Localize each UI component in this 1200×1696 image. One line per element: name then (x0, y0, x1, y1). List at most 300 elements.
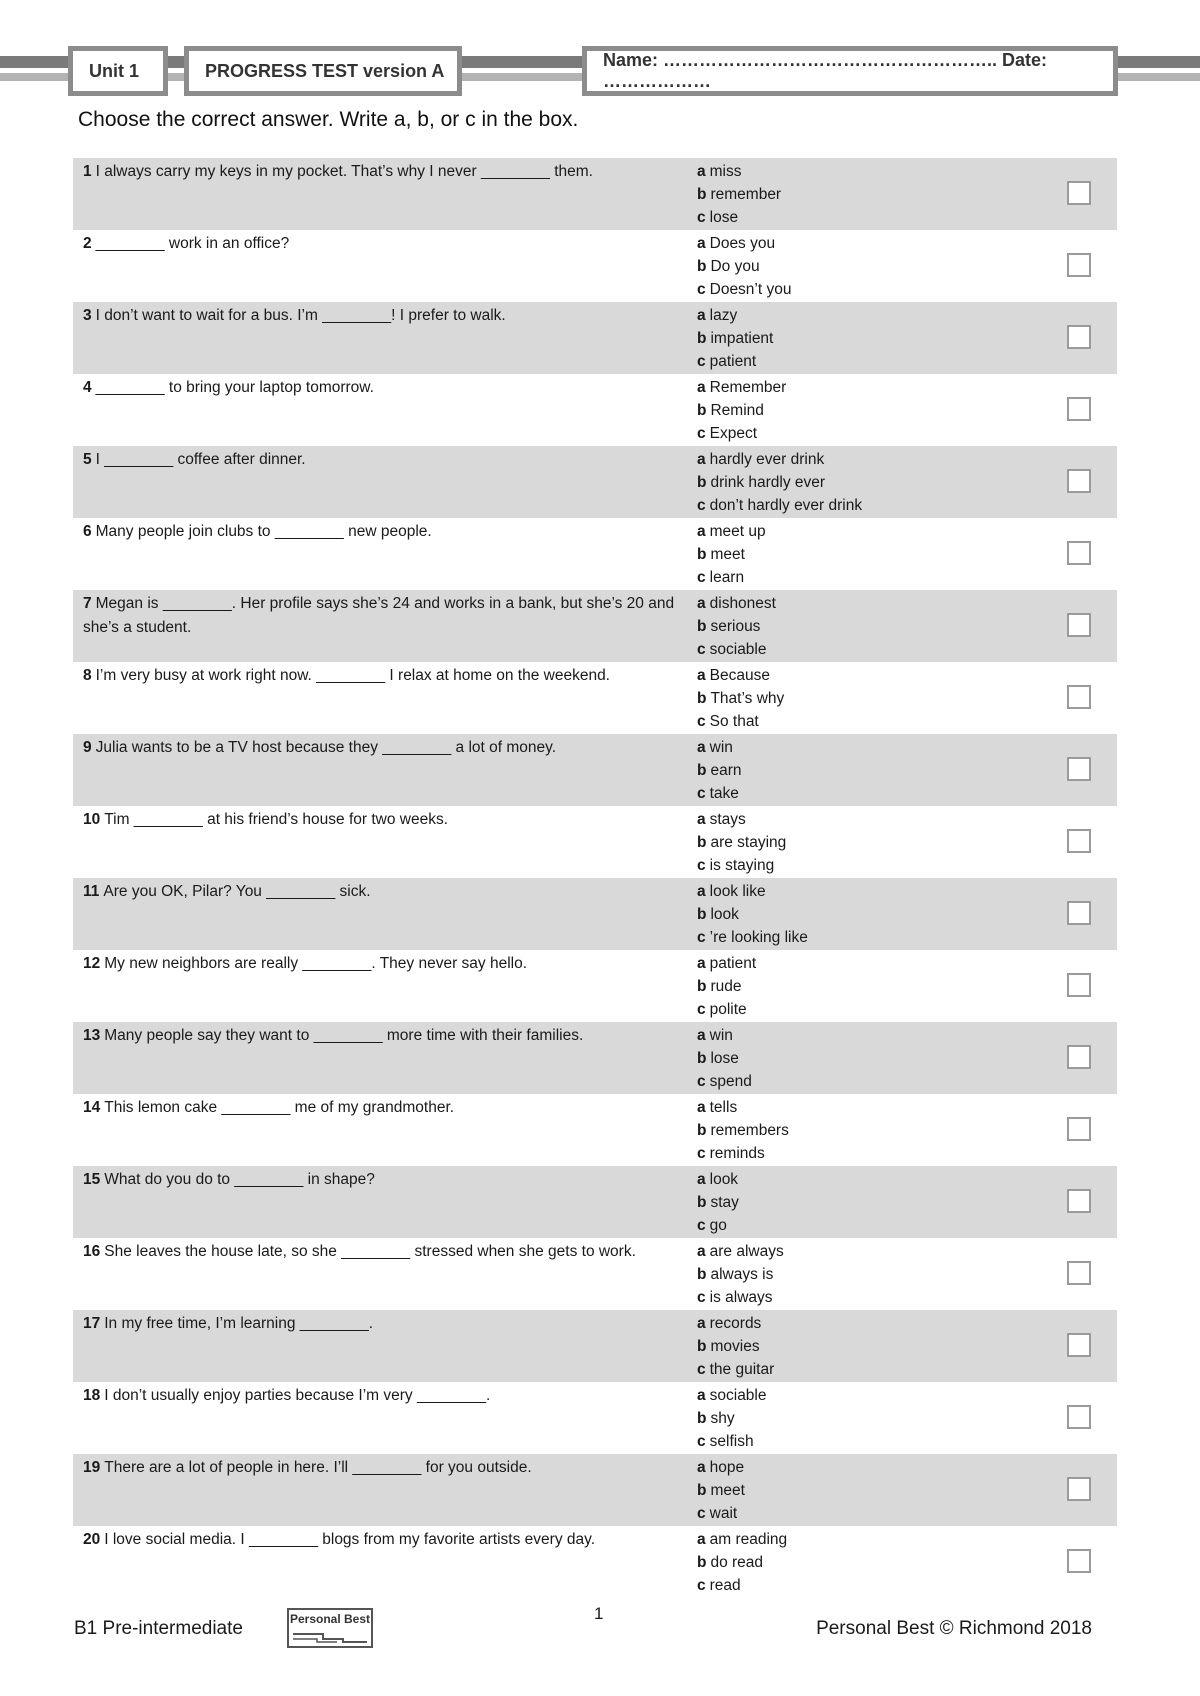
option-text: That’s why (710, 690, 785, 707)
answer-option (697, 1286, 997, 1309)
question-text (83, 736, 693, 760)
answer-option (697, 1528, 997, 1551)
question-text (83, 1312, 693, 1336)
answer-box[interactable] (1067, 1477, 1091, 1501)
option-text: look (709, 1171, 739, 1188)
question-number: 14 (83, 1099, 101, 1116)
question-number: 11 (83, 883, 100, 900)
answer-option (697, 520, 997, 543)
option-letter: b (697, 906, 707, 923)
question-row (73, 518, 1117, 590)
answer-option (697, 880, 997, 903)
question-number: 8 (83, 667, 92, 684)
option-text: meet up (709, 523, 766, 540)
answer-option (697, 1456, 997, 1479)
option-text: rude (710, 978, 742, 995)
answer-option (697, 759, 997, 782)
answer-option (697, 422, 997, 445)
option-letter: b (697, 1050, 707, 1067)
question-number: 18 (83, 1387, 101, 1404)
option-text: shy (710, 1410, 735, 1427)
option-text: serious (710, 618, 761, 635)
option-letter: b (697, 834, 707, 851)
option-letter: a (697, 307, 706, 324)
option-letter: c (697, 497, 706, 514)
option-text: Doesn’t you (709, 281, 792, 298)
question-text (83, 1240, 693, 1264)
question-row (73, 590, 1117, 662)
option-text: look (710, 906, 739, 923)
question-row (73, 1382, 1117, 1454)
option-text: patient (709, 353, 757, 370)
question-text (83, 232, 693, 256)
answer-option (697, 1168, 997, 1191)
name-date-field: Name: ……………………………………………….. Date: ……………… (603, 50, 1048, 91)
answer-option (697, 1240, 997, 1263)
answer-options (697, 952, 997, 1021)
answer-option (697, 687, 997, 710)
answer-option (697, 1335, 997, 1358)
option-letter: c (697, 1001, 706, 1018)
answer-option (697, 160, 997, 183)
option-text: look like (709, 883, 766, 900)
question-sentence: I don’t usually enjoy parties because I’m very ________. (104, 1387, 491, 1404)
option-letter: b (697, 1194, 707, 1211)
option-letter: a (697, 1099, 706, 1116)
answer-box[interactable] (1067, 973, 1091, 997)
option-text: impatient (710, 330, 774, 347)
answer-option (697, 1142, 997, 1165)
unit-label: Unit 1 (89, 60, 140, 81)
answer-options (697, 880, 997, 949)
question-text (83, 952, 693, 976)
question-number: 16 (83, 1243, 101, 1260)
option-letter: c (697, 929, 706, 946)
answer-options (697, 736, 997, 805)
question-row (73, 374, 1117, 446)
question-number: 3 (83, 307, 92, 324)
question-sentence: I always carry my keys in my pocket. That’s why I never ________ them. (95, 163, 593, 180)
question-number: 15 (83, 1171, 101, 1188)
question-number: 4 (83, 379, 92, 396)
answer-box[interactable] (1067, 397, 1091, 421)
option-letter: b (697, 402, 707, 419)
option-letter: c (697, 1217, 706, 1234)
answer-option (697, 206, 997, 229)
question-sentence: I don’t want to wait for a bus. I’m ________! I prefer to walk. (95, 307, 506, 324)
question-row (73, 1238, 1117, 1310)
option-text: win (709, 1027, 733, 1044)
test-title-box (184, 46, 462, 96)
answer-option (697, 399, 997, 422)
option-text: Expect (709, 425, 758, 442)
answer-box[interactable] (1067, 757, 1091, 781)
option-text: am reading (709, 1531, 788, 1548)
instructions: Choose the correct answer. Write a, b, or c in the box. (78, 108, 579, 131)
question-text (83, 160, 693, 184)
question-sentence: This lemon cake ________ me of my grandmother. (104, 1099, 455, 1116)
question-sentence: I ________ coffee after dinner. (95, 451, 306, 468)
answer-option (697, 1502, 997, 1525)
option-letter: a (697, 739, 706, 756)
answer-box[interactable] (1067, 901, 1091, 925)
option-text: remembers (710, 1122, 789, 1139)
question-row (73, 1022, 1117, 1094)
answer-options (697, 808, 997, 877)
option-letter: b (697, 1122, 707, 1139)
question-sentence: ________ to bring your laptop tomorrow. (95, 379, 374, 396)
option-letter: b (697, 1410, 707, 1427)
question-text (83, 1168, 693, 1192)
option-letter: b (697, 690, 707, 707)
answer-box[interactable] (1067, 1333, 1091, 1357)
answer-option (697, 854, 997, 877)
option-letter: a (697, 1531, 706, 1548)
question-number: 10 (83, 811, 101, 828)
option-letter: a (697, 451, 706, 468)
option-text: don’t hardly ever drink (709, 497, 863, 514)
answer-option (697, 615, 997, 638)
answer-options (697, 1240, 997, 1309)
option-letter: c (697, 209, 706, 226)
option-text: Remember (709, 379, 787, 396)
question-number: 2 (83, 235, 92, 252)
answer-option (697, 592, 997, 615)
answer-option (697, 638, 997, 661)
question-text (83, 304, 693, 328)
answer-option (697, 1358, 997, 1381)
option-text: wait (709, 1505, 738, 1522)
option-letter: c (697, 1505, 706, 1522)
option-text: dishonest (709, 595, 776, 612)
answer-option (697, 494, 997, 517)
option-text: hardly ever drink (709, 451, 825, 468)
question-sentence: My new neighbors are really ________. They never say hello. (104, 955, 528, 972)
option-letter: c (697, 425, 706, 442)
option-letter: c (697, 1073, 706, 1090)
question-sentence: In my free time, I’m learning ________. (104, 1315, 374, 1332)
question-sentence: Tim ________ at his friend’s house for two weeks. (104, 811, 449, 828)
option-text: Because (709, 667, 770, 684)
answer-option (697, 376, 997, 399)
question-text (83, 376, 693, 400)
question-sentence: What do you do to ________ in shape? (104, 1171, 375, 1188)
option-letter: c (697, 1145, 706, 1162)
answer-option (697, 543, 997, 566)
answer-option (697, 1551, 997, 1574)
question-row (73, 734, 1117, 806)
question-sentence: There are a lot of people in here. I’ll ________ for you outside. (104, 1459, 532, 1476)
answer-option (697, 1384, 997, 1407)
option-text: ’re looking like (709, 929, 808, 946)
option-text: records (709, 1315, 762, 1332)
question-row (73, 230, 1117, 302)
option-text: Does you (709, 235, 776, 252)
option-text: stay (710, 1194, 739, 1211)
answer-option (697, 232, 997, 255)
option-text: the guitar (709, 1361, 775, 1378)
answer-box[interactable] (1067, 253, 1091, 277)
question-sentence: Julia wants to be a TV host because they ________ a lot of money. (95, 739, 557, 756)
question-text (83, 664, 693, 688)
option-letter: b (697, 762, 707, 779)
option-letter: c (697, 569, 706, 586)
option-letter: a (697, 1171, 706, 1188)
personal-best-logo (287, 1608, 373, 1648)
answer-box[interactable] (1067, 1045, 1091, 1069)
answer-option (697, 255, 997, 278)
option-text: Remind (710, 402, 764, 419)
question-text (83, 448, 693, 472)
option-text: is always (709, 1289, 773, 1306)
option-letter: a (697, 379, 706, 396)
level-label: B1 Pre-intermediate (74, 1618, 243, 1639)
option-letter: c (697, 857, 706, 874)
option-text: win (709, 739, 733, 756)
answer-option (697, 448, 997, 471)
answer-options (697, 232, 997, 301)
answer-option (697, 278, 997, 301)
answer-box[interactable] (1067, 685, 1091, 709)
answer-option (697, 304, 997, 327)
question-text (83, 592, 693, 640)
answer-box[interactable] (1067, 1549, 1091, 1573)
answer-option (697, 1479, 997, 1502)
option-letter: b (697, 1266, 707, 1283)
option-text: are staying (710, 834, 787, 851)
question-sentence: She leaves the house late, so she ________ stressed when she gets to work. (104, 1243, 636, 1260)
question-text (83, 880, 693, 904)
option-letter: a (697, 163, 706, 180)
question-sentence: Megan is ________. Her profile says she’s 24 and works in a bank, but she’s 20 and she’s a student. (83, 595, 675, 636)
option-text: polite (709, 1001, 747, 1018)
option-text: drink hardly ever (710, 474, 826, 491)
option-letter: c (697, 1577, 706, 1594)
answer-option (697, 566, 997, 589)
answer-option (697, 327, 997, 350)
option-text: always is (710, 1266, 774, 1283)
option-letter: a (697, 811, 706, 828)
answer-option (697, 926, 997, 949)
option-text: lose (710, 1050, 739, 1067)
answer-option (697, 782, 997, 805)
option-text: lose (709, 209, 739, 226)
option-letter: b (697, 186, 707, 203)
answer-options (697, 1168, 997, 1237)
option-text: meet (710, 1482, 745, 1499)
question-number: 5 (83, 451, 92, 468)
answer-box[interactable] (1067, 325, 1091, 349)
option-text: miss (709, 163, 742, 180)
option-letter: a (697, 883, 706, 900)
question-sentence: Are you OK, Pilar? You ________ sick. (103, 883, 371, 900)
option-text: tells (709, 1099, 738, 1116)
option-letter: b (697, 330, 707, 347)
answer-box[interactable] (1067, 1117, 1091, 1141)
question-number: 1 (83, 163, 92, 180)
option-letter: a (697, 1459, 706, 1476)
answer-option (697, 808, 997, 831)
option-text: remember (710, 186, 782, 203)
option-letter: c (697, 353, 706, 370)
answer-options (697, 1096, 997, 1165)
option-text: is staying (709, 857, 775, 874)
answer-options (697, 1312, 997, 1381)
option-text: earn (710, 762, 742, 779)
answer-options (697, 1024, 997, 1093)
answer-option (697, 1263, 997, 1286)
question-row (73, 1454, 1117, 1526)
answer-option (697, 183, 997, 206)
question-row (73, 158, 1117, 230)
question-row (73, 950, 1117, 1022)
answer-option (697, 1312, 997, 1335)
question-text (83, 520, 693, 544)
answer-box[interactable] (1067, 829, 1091, 853)
answer-options (697, 376, 997, 445)
option-text: take (709, 785, 739, 802)
logo-text: Personal Best (289, 1612, 371, 1626)
answer-options (697, 448, 997, 517)
option-letter: a (697, 667, 706, 684)
question-text (83, 1024, 693, 1048)
answer-options (697, 1384, 997, 1453)
question-row (73, 806, 1117, 878)
answer-option (697, 1191, 997, 1214)
question-text (83, 808, 693, 832)
answer-box[interactable] (1067, 1189, 1091, 1213)
answer-box[interactable] (1067, 469, 1091, 493)
option-text: stays (709, 811, 746, 828)
option-letter: c (697, 1433, 706, 1450)
page-number: 1 (594, 1604, 604, 1623)
question-number: 6 (83, 523, 92, 540)
question-text (83, 1096, 693, 1120)
option-letter: a (697, 1243, 706, 1260)
question-row (73, 878, 1117, 950)
answer-option (697, 903, 997, 926)
option-letter: c (697, 713, 706, 730)
option-letter: a (697, 235, 706, 252)
answer-option (697, 710, 997, 733)
answer-box[interactable] (1067, 1405, 1091, 1429)
answer-option (697, 1070, 997, 1093)
answer-option (697, 350, 997, 373)
question-number: 13 (83, 1027, 101, 1044)
option-text: So that (709, 713, 759, 730)
answer-box[interactable] (1067, 613, 1091, 637)
option-text: hope (709, 1459, 745, 1476)
answer-option (697, 1119, 997, 1142)
option-letter: b (697, 258, 707, 275)
answer-options (697, 1456, 997, 1525)
question-number: 19 (83, 1459, 101, 1476)
answer-option (697, 664, 997, 687)
option-text: movies (710, 1338, 760, 1355)
answer-box[interactable] (1067, 181, 1091, 205)
answer-option (697, 1430, 997, 1453)
answer-options (697, 592, 997, 661)
answer-option (697, 736, 997, 759)
option-letter: b (697, 1554, 707, 1571)
answer-options (697, 160, 997, 229)
option-letter: a (697, 523, 706, 540)
answer-option (697, 1214, 997, 1237)
answer-option (697, 998, 997, 1021)
question-sentence: I’m very busy at work right now. ________ I relax at home on the weekend. (95, 667, 610, 684)
question-sentence: I love social media. I ________ blogs from my favorite artists every day. (104, 1531, 596, 1548)
logo-steps-icon (293, 1630, 367, 1644)
answer-options (697, 664, 997, 733)
option-text: lazy (709, 307, 738, 324)
answer-options (697, 304, 997, 373)
answer-option (697, 471, 997, 494)
option-text: do read (710, 1554, 764, 1571)
option-text: selfish (709, 1433, 754, 1450)
option-letter: b (697, 1338, 707, 1355)
option-letter: b (697, 978, 707, 995)
option-letter: b (697, 546, 707, 563)
answer-option (697, 1407, 997, 1430)
answer-option (697, 1574, 997, 1597)
question-row (73, 302, 1117, 374)
option-letter: c (697, 1361, 706, 1378)
answer-box[interactable] (1067, 541, 1091, 565)
option-text: go (709, 1217, 727, 1234)
question-sentence: Many people join clubs to ________ new people. (95, 523, 432, 540)
unit-label-box (68, 46, 168, 96)
option-text: Do you (710, 258, 760, 275)
question-text (83, 1384, 693, 1408)
answer-option (697, 831, 997, 854)
question-row (73, 662, 1117, 734)
option-letter: b (697, 1482, 707, 1499)
option-letter: c (697, 785, 706, 802)
option-letter: b (697, 474, 707, 491)
option-letter: c (697, 641, 706, 658)
answer-options (697, 1528, 997, 1597)
name-date-box[interactable] (582, 46, 1118, 96)
question-text (83, 1528, 693, 1552)
option-letter: c (697, 281, 706, 298)
option-letter: a (697, 955, 706, 972)
question-row (73, 446, 1117, 518)
option-letter: a (697, 1315, 706, 1332)
question-number: 9 (83, 739, 92, 756)
question-number: 12 (83, 955, 101, 972)
question-row (73, 1166, 1117, 1238)
option-text: sociable (709, 1387, 767, 1404)
option-letter: a (697, 1387, 706, 1404)
option-letter: a (697, 595, 706, 612)
question-row (73, 1310, 1117, 1382)
option-text: sociable (709, 641, 767, 658)
question-table (73, 158, 1117, 1598)
question-text (83, 1456, 693, 1480)
test-title: PROGRESS TEST version A (205, 60, 445, 81)
answer-box[interactable] (1067, 1261, 1091, 1285)
answer-option (697, 1047, 997, 1070)
option-letter: c (697, 1289, 706, 1306)
option-text: meet (710, 546, 745, 563)
option-text: patient (709, 955, 757, 972)
option-letter: b (697, 618, 707, 635)
option-text: spend (709, 1073, 752, 1090)
question-row (73, 1094, 1117, 1166)
answer-option (697, 975, 997, 998)
answer-option (697, 1024, 997, 1047)
question-number: 7 (83, 595, 92, 612)
